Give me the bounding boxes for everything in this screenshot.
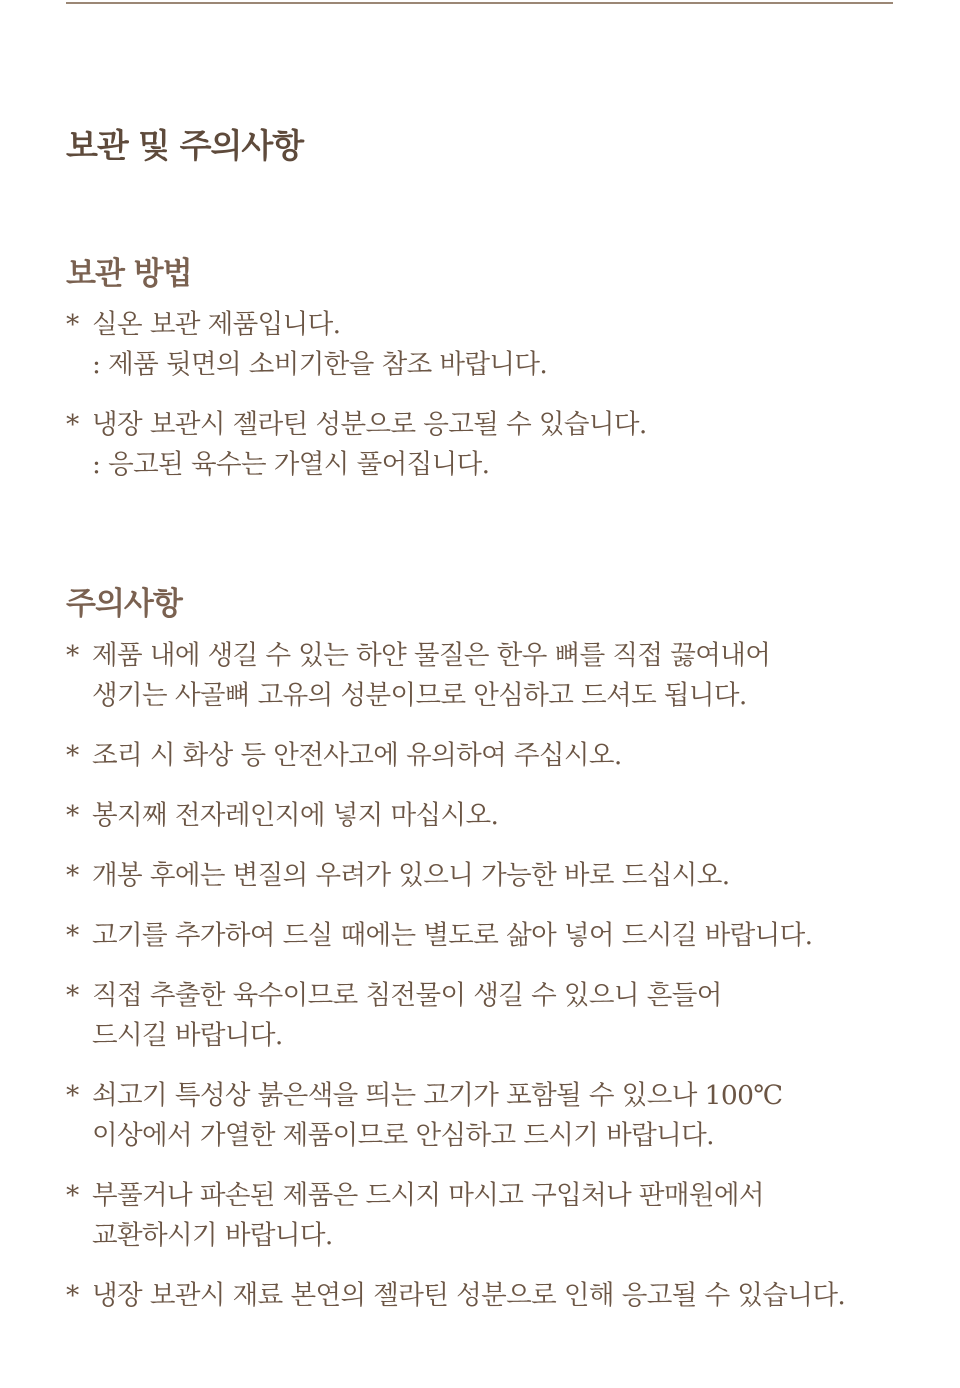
storage-section-title: 보관 방법 <box>66 256 192 292</box>
item-text: 부풀거나 파손된 제품은 드시지 마시고 구입처나 판매원에서 <box>92 1180 764 1211</box>
item-text: : 응고된 육수는 가열시 풀어집니다. <box>92 449 490 480</box>
bullet-mark: * <box>66 409 79 440</box>
list-item <box>66 736 893 776</box>
top-divider <box>66 2 893 4</box>
bullet-mark: * <box>66 740 79 771</box>
storage-list <box>66 305 893 505</box>
list-item <box>66 796 893 836</box>
bullet-mark: * <box>66 920 79 951</box>
caution-section-title: 주의사항 <box>66 586 182 622</box>
list-item <box>66 1276 893 1316</box>
bullet-mark: * <box>66 1280 79 1311</box>
bullet-mark: * <box>66 1180 79 1211</box>
item-text: 제품 내에 생길 수 있는 하얀 물질은 한우 뼈를 직접 끓여내어 <box>92 640 771 671</box>
list-item <box>66 305 893 385</box>
item-text: 이상에서 가열한 제품이므로 안심하고 드시기 바랍니다. <box>92 1120 714 1151</box>
item-text: : 제품 뒷면의 소비기한을 참조 바랍니다. <box>92 349 548 380</box>
item-text: 쇠고기 특성상 붉은색을 띄는 고기가 포함될 수 있으나 100℃ <box>92 1080 783 1111</box>
list-item <box>66 976 893 1056</box>
bullet-mark: * <box>66 980 79 1011</box>
list-item <box>66 1176 893 1256</box>
bullet-mark: * <box>66 1080 79 1111</box>
list-item <box>66 1076 893 1156</box>
bullet-mark: * <box>66 640 79 671</box>
item-text: 조리 시 화상 등 안전사고에 유의하여 주십시오. <box>92 740 622 771</box>
item-text: 냉장 보관시 재료 본연의 젤라틴 성분으로 인해 응고될 수 있습니다. <box>92 1280 846 1311</box>
item-text: 드시길 바랍니다. <box>92 1020 283 1051</box>
item-text: 개봉 후에는 변질의 우려가 있으니 가능한 바로 드십시오. <box>92 860 730 891</box>
item-text: 생기는 사골뼈 고유의 성분이므로 안심하고 드셔도 됩니다. <box>92 680 747 711</box>
list-item <box>66 856 893 896</box>
bullet-mark: * <box>66 860 79 891</box>
list-item <box>66 636 893 716</box>
list-item <box>66 405 893 485</box>
page-title: 보관 및 주의사항 <box>66 126 304 165</box>
caution-list <box>66 636 893 1336</box>
list-item <box>66 916 893 956</box>
item-text: 교환하시기 바랍니다. <box>92 1220 333 1251</box>
item-text: 직접 추출한 육수이므로 침전물이 생길 수 있으니 흔들어 <box>92 980 722 1011</box>
bullet-mark: * <box>66 800 79 831</box>
item-text: 봉지째 전자레인지에 넣지 마십시오. <box>92 800 499 831</box>
bullet-mark: * <box>66 309 79 340</box>
item-text: 고기를 추가하여 드실 때에는 별도로 삶아 넣어 드시길 바랍니다. <box>92 920 813 951</box>
item-text: 실온 보관 제품입니다. <box>92 309 341 340</box>
item-text: 냉장 보관시 젤라틴 성분으로 응고될 수 있습니다. <box>92 409 647 440</box>
